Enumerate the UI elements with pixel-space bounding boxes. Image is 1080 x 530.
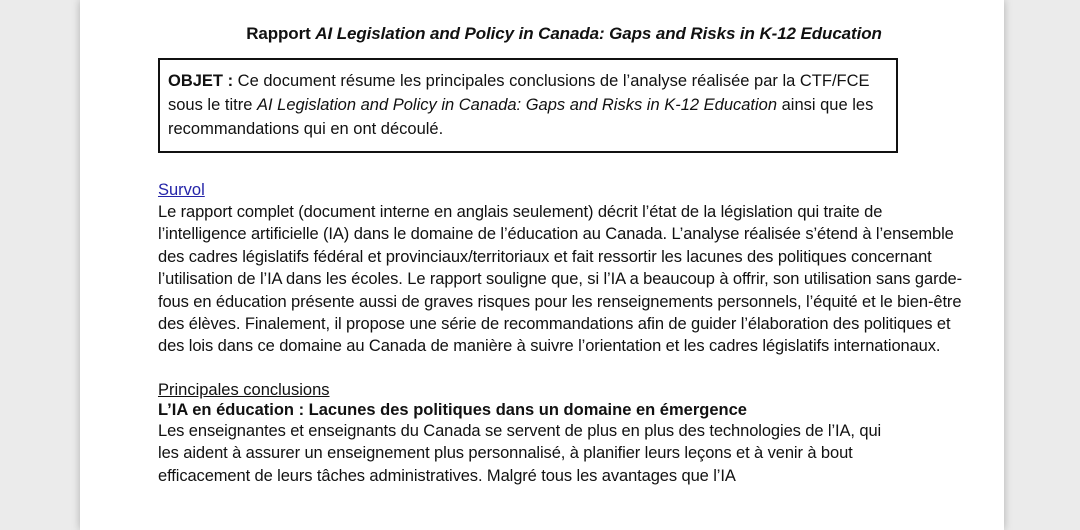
objet-text-before: Ce document résume les principales conclusions de l’analyse réalisée par la CTF/FCE sous le titre bbox=[168, 72, 870, 114]
objet-label: OBJET : bbox=[168, 72, 234, 90]
objet-text-after: ainsi que les recommandations qui en ont découlé. bbox=[168, 96, 874, 138]
document-title bbox=[158, 24, 970, 44]
title-prefix: Rapport bbox=[246, 24, 316, 43]
survol-paragraph: Le rapport complet (document interne en anglais seulement) décrit l’état de la législation qui traite de l’intelligence artificielle (IA) dans le domaine de l’éducation au Canada. L’analyse réalisée s’étend à l’ensemble des cadres législatifs fédéral et provinciaux/territoriaux et fait ressortir les lacunes des politiques concernant l’utilisation de l’IA dans les écoles. Le rapport souligne que, si l’IA a beaucoup à offrir, son utilisation sans garde-fous en éducation présente aussi de graves risques pour les renseignements personnels, l’équité et le bien-être des élèves. Finalement, il propose une série de recommandations afin de guider l’élaboration des politiques et des lois dans ce domaine au Canada de manière à suivre l’orientation et les cadres législatifs internationaux. bbox=[158, 203, 963, 356]
title-report-name: AI Legislation and Policy in Canada: Gaps and Risks in K-12 Education bbox=[315, 24, 882, 43]
survol-section bbox=[158, 153, 970, 358]
document-page bbox=[80, 0, 1004, 530]
conclusions-paragraph: Les enseignantes et enseignants du Canada se servent de plus en plus des technologies de l’IA, qui les aident à assurer un enseignement plus personnalisé, à planifier leurs leçons et à venir à bout efficacement de leurs tâches administratives. Malgré tous les avantages que l’IA bbox=[158, 421, 882, 485]
conclusions-subheading: L’IA en éducation : Lacunes des politiques dans un domaine en émergence bbox=[158, 400, 747, 419]
conclusions-heading: Principales conclusions bbox=[158, 380, 330, 399]
document-content bbox=[158, 24, 970, 487]
objet-box bbox=[158, 58, 898, 153]
objet-report-title: AI Legislation and Policy in Canada: Gaps and Risks in K-12 Education bbox=[256, 96, 778, 114]
survol-heading-link[interactable]: Survol bbox=[158, 181, 205, 199]
conclusions-section bbox=[158, 358, 970, 487]
